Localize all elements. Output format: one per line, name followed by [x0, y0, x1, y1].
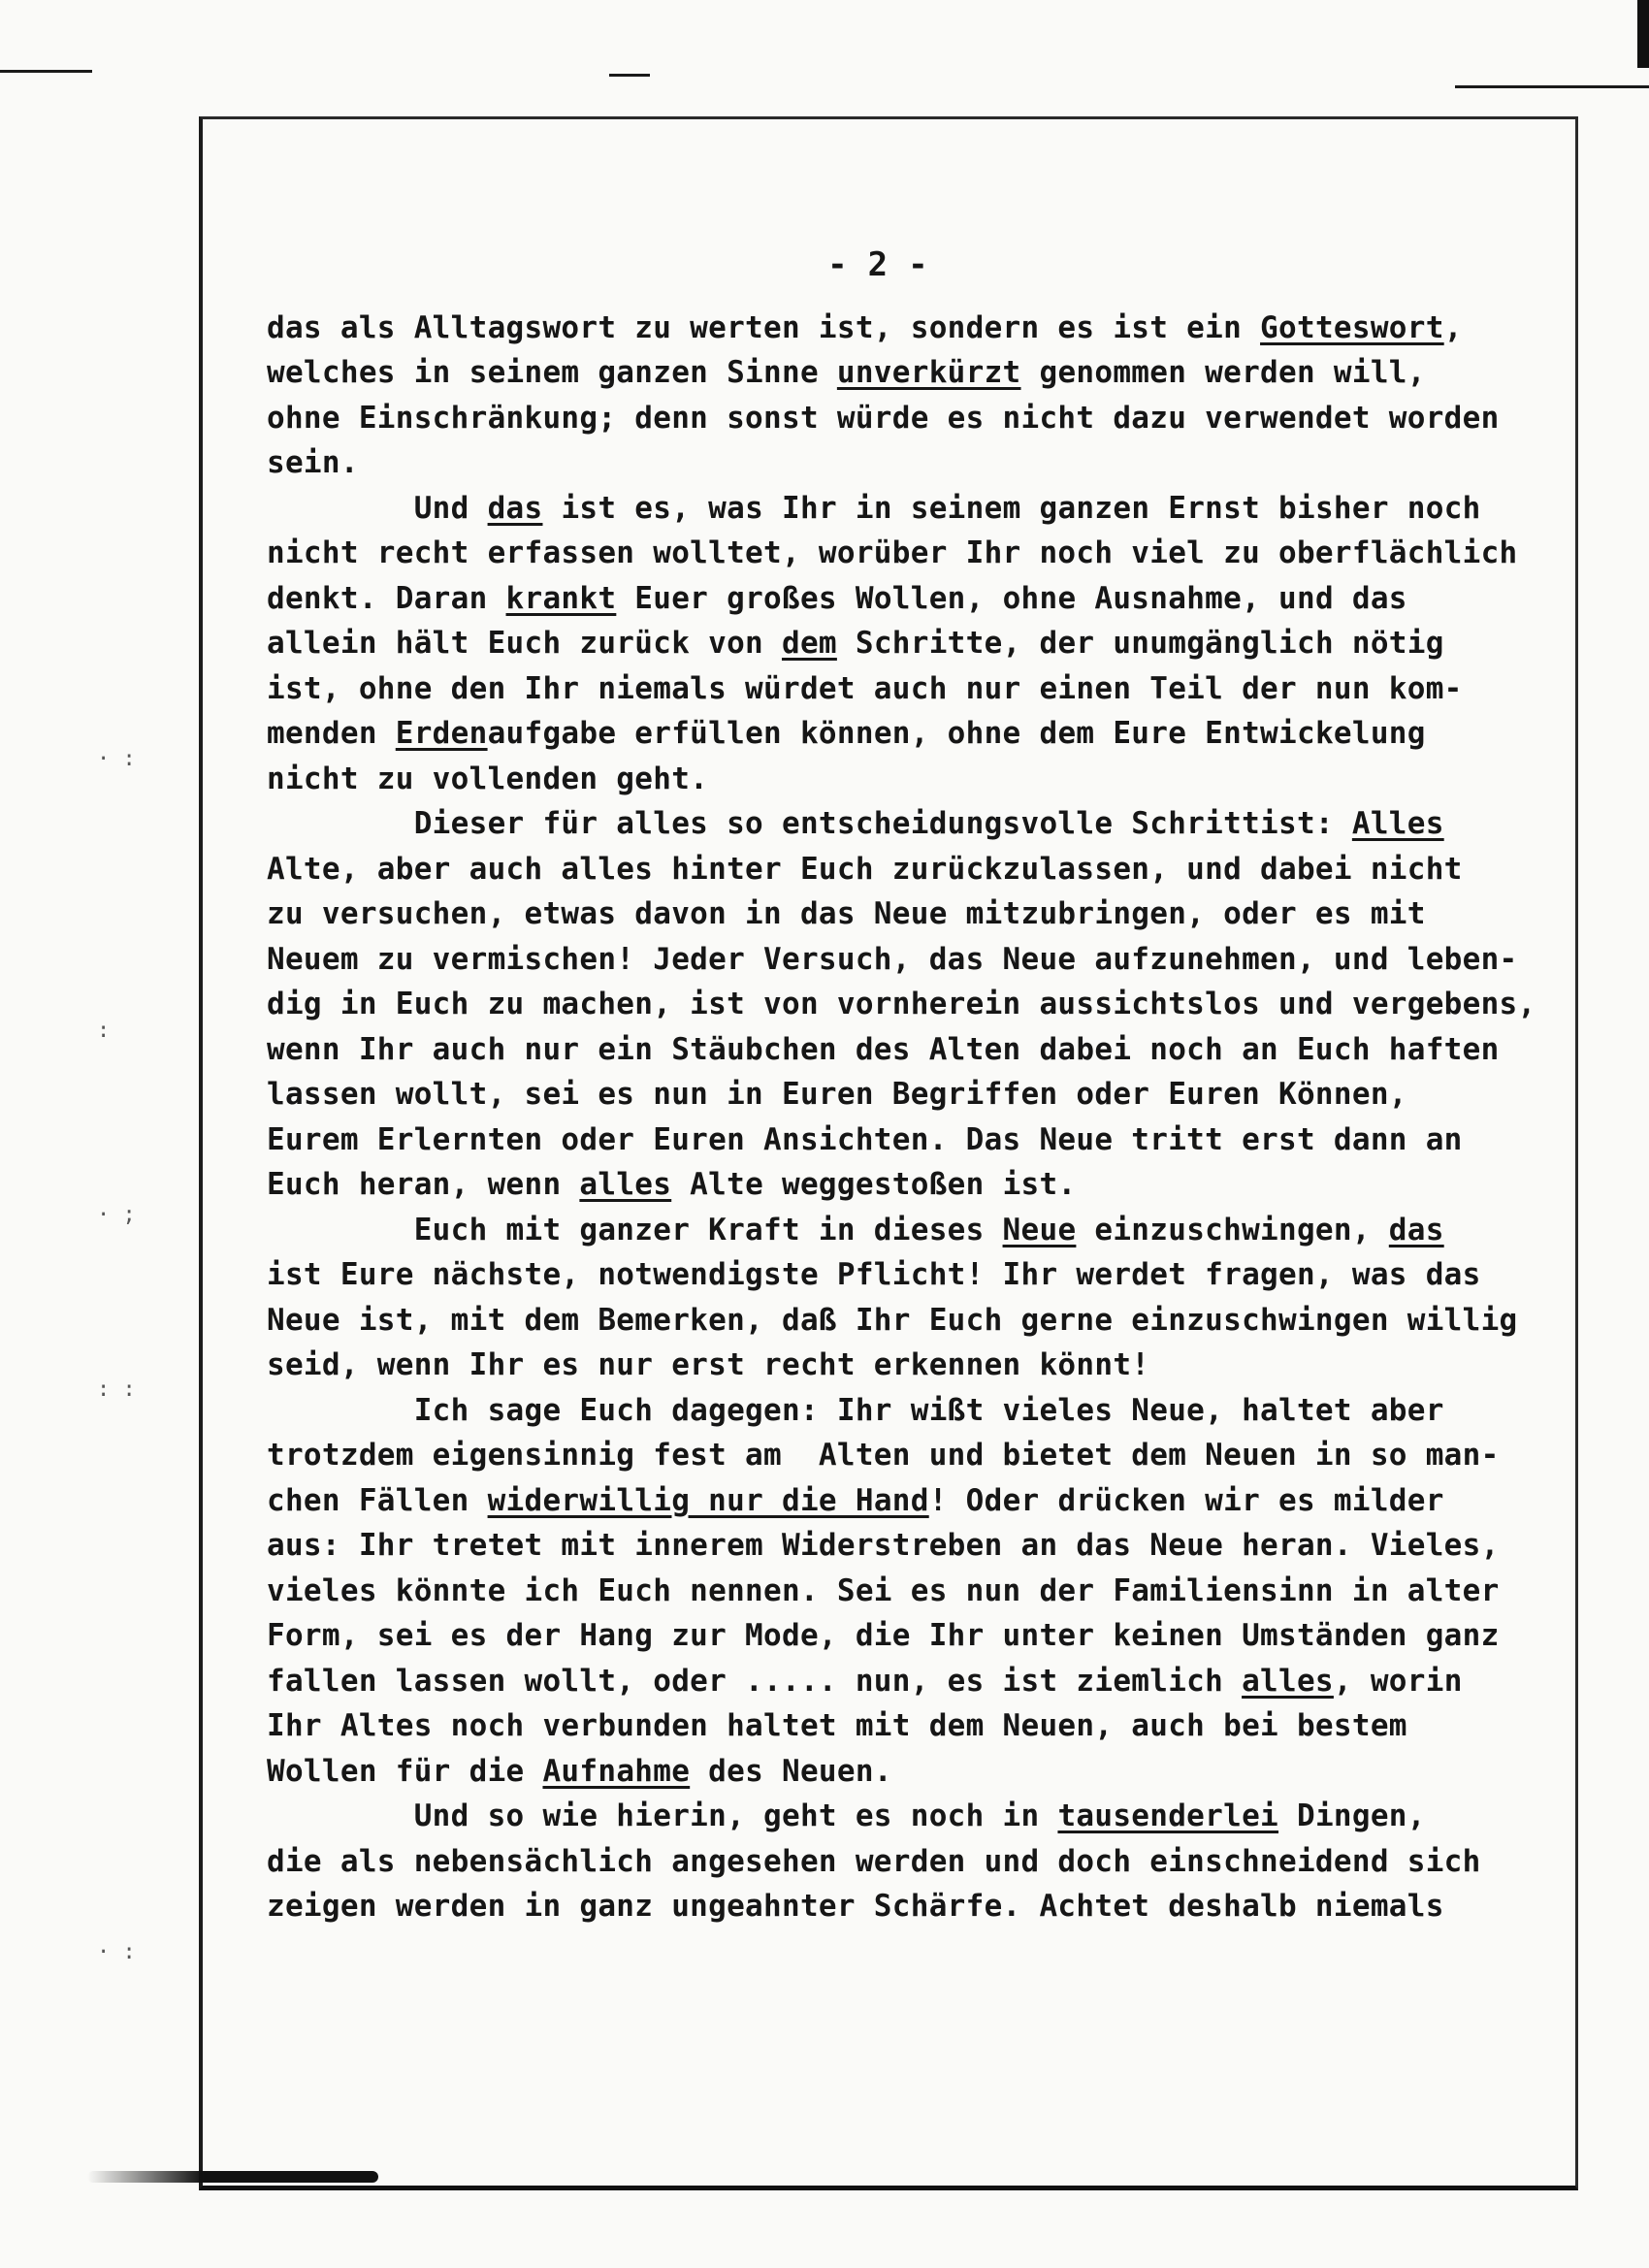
page-number: - 2 - — [827, 245, 928, 284]
text-line — [267, 1523, 1547, 1569]
text-line — [267, 1569, 1547, 1614]
text-line — [267, 1343, 1547, 1388]
document-body — [267, 243, 1547, 1929]
text-line — [267, 1613, 1547, 1659]
text-segment: trotzdem eigensinnig fest am Alten und bietet dem Neuen in so man- — [267, 1438, 1500, 1473]
text-segment: Euer großes Wollen, ohne Ausnahme, und das — [616, 580, 1407, 616]
text-line — [267, 486, 1547, 532]
text-line — [267, 1027, 1547, 1073]
underlined-word: Aufnahme — [542, 1753, 691, 1789]
underlined-word: krankt — [505, 580, 617, 616]
text-line — [267, 891, 1547, 937]
margin-mark: · ; — [97, 1203, 136, 1227]
text-segment: Form, sei es der Hang zur Mode, die Ihr unter keinen Umständen ganz — [267, 1618, 1500, 1653]
text-line — [267, 711, 1547, 757]
underlined-word: tausenderlei — [1057, 1798, 1279, 1833]
text-line — [267, 1388, 1547, 1434]
frame-shadow — [87, 2171, 378, 2183]
scan-edge-line — [609, 74, 650, 77]
underlined-word: widerwillig nur die Hand — [487, 1482, 929, 1518]
underlined-word: das — [1388, 1212, 1444, 1247]
text-segment: Und so wie hierin, geht es noch in — [267, 1798, 1058, 1833]
text-line — [267, 621, 1547, 666]
text-line — [267, 1072, 1547, 1118]
text-line — [267, 982, 1547, 1027]
text-segment: einzuschwingen, — [1076, 1212, 1389, 1247]
text-line — [267, 1118, 1547, 1163]
text-segment: denkt. Daran — [267, 580, 506, 616]
text-segment: Alte, aber auch alles hinter Euch zurückzulassen, und dabei nicht — [267, 851, 1463, 887]
text-segment: ist es, was Ihr in seinem ganzen Ernst bisher noch — [542, 490, 1481, 526]
text-segment: lassen wollt, sei es nun in Euren Begriffen oder Euren Können, — [267, 1077, 1407, 1112]
text-segment: aufgabe erfüllen können, ohne dem Eure Entwickelung — [487, 716, 1426, 751]
text-segment: ist, ohne den Ihr niemals würdet auch nur einen Teil der nun kom- — [267, 670, 1463, 706]
text-segment: welches in seinem ganzen Sinne — [267, 355, 837, 390]
underlined-word: alles — [1242, 1663, 1334, 1699]
text-segment: genommen werden will, — [1020, 355, 1426, 390]
text-segment: Dingen, — [1278, 1798, 1426, 1833]
margin-mark: : — [97, 1019, 111, 1043]
text-segment: Ich sage Euch dagegen: Ihr wißt vieles Neue, haltet aber — [267, 1392, 1444, 1428]
text-segment: vieles könnte ich Euch nennen. Sei es nun der Familiensinn in alter — [267, 1572, 1500, 1608]
text-segment: Eurem Erlernten oder Euren Ansichten. Das Neue tritt erst dann an — [267, 1121, 1463, 1157]
text-segment: Euch mit ganzer Kraft in dieses — [267, 1212, 1003, 1247]
text-segment: sein. — [267, 445, 359, 480]
text-segment: menden — [267, 716, 396, 751]
text-segment: zu versuchen, etwas davon in das Neue mitzubringen, oder es mit — [267, 896, 1426, 931]
text-line — [267, 1659, 1547, 1704]
text-segment: chen Fällen — [267, 1482, 488, 1518]
text-segment: Neuem zu vermischen! Jeder Versuch, das Neue aufzunehmen, und leben- — [267, 941, 1518, 977]
margin-mark: · : — [97, 1940, 136, 1964]
text-segment: Euch heran, wenn — [267, 1167, 580, 1202]
text-line — [267, 757, 1547, 802]
text-segment: ! Oder drücken wir es milder — [928, 1482, 1444, 1518]
text-line — [267, 666, 1547, 712]
text-segment: Wollen für die — [267, 1753, 543, 1789]
text-segment: fallen lassen wollt, oder ..... nun, es ist ziemlich — [267, 1663, 1243, 1699]
text-segment: Ihr Altes noch verbunden haltet mit dem Neuen, auch bei bestem — [267, 1708, 1407, 1743]
text-segment: aus: Ihr tretet mit innerem Widerstreben an das Neue heran. Vieles, — [267, 1528, 1500, 1563]
scan-edge-line — [0, 70, 92, 73]
underlined-word: Erden — [395, 716, 488, 751]
text-segment: Neue ist, mit dem Bemerken, daß Ihr Euch gerne einzuschwingen willig — [267, 1302, 1518, 1338]
underlined-word: Neue — [1002, 1212, 1077, 1247]
text-segment: das als Alltagswort zu werten ist, sondern es ist ein — [267, 309, 1261, 345]
text-line — [267, 576, 1547, 622]
text-line — [267, 396, 1547, 441]
text-segment: allein hält Euch zurück von — [267, 626, 782, 661]
text-line — [267, 1749, 1547, 1795]
text-segment: die als nebensächlich angesehen werden und doch einschneidend sich — [267, 1843, 1481, 1879]
text-line — [267, 1703, 1547, 1749]
text-line — [267, 1162, 1547, 1208]
underlined-word: dem — [781, 626, 837, 661]
text-lines — [267, 306, 1547, 1929]
underlined-word: das — [487, 490, 543, 526]
text-line — [267, 1839, 1547, 1885]
underlined-word: alles — [579, 1167, 672, 1202]
text-segment: des Neuen. — [690, 1753, 892, 1789]
underlined-word: unverkürzt — [836, 355, 1021, 390]
text-line — [267, 937, 1547, 983]
text-line — [267, 1884, 1547, 1929]
text-line — [267, 1794, 1547, 1839]
text-segment: dig in Euch zu machen, ist von vornherein aussichtslos und vergebens, — [267, 987, 1536, 1021]
margin-mark: : : — [97, 1377, 136, 1402]
underlined-word: Gotteswort — [1260, 309, 1444, 345]
text-line — [267, 531, 1547, 576]
scan-corner-mark — [1637, 0, 1649, 68]
text-segment: Schritte, der unumgänglich nötig — [836, 626, 1444, 661]
text-segment: wenn Ihr auch nur ein Stäubchen des Alten dabei noch an Euch haften — [267, 1031, 1500, 1067]
text-line — [267, 306, 1547, 351]
text-segment: nicht zu vollenden geht. — [267, 761, 709, 796]
text-line — [267, 1478, 1547, 1524]
text-line — [267, 847, 1547, 892]
text-segment: zeigen werden in ganz ungeahnter Schärfe. Achtet deshalb niemals — [267, 1889, 1444, 1924]
text-line — [267, 350, 1547, 396]
text-line — [267, 1252, 1547, 1298]
text-segment: ist Eure nächste, notwendigste Pflicht! Ihr werdet fragen, was das — [267, 1257, 1481, 1292]
scan-edge-line — [1455, 85, 1649, 88]
text-line — [267, 440, 1547, 486]
underlined-word: Alles — [1351, 806, 1444, 841]
text-line — [267, 1433, 1547, 1478]
text-segment: , — [1443, 309, 1463, 345]
text-segment: ohne Einschränkung; denn sonst würde es nicht dazu verwendet worden — [267, 400, 1500, 436]
text-segment: Alte weggestoßen ist. — [671, 1167, 1077, 1202]
text-line — [267, 801, 1547, 847]
text-segment: Dieser für alles so entscheidungsvolle Schrittist: — [267, 806, 1352, 841]
margin-mark: · : — [97, 747, 136, 771]
text-line — [267, 1208, 1547, 1253]
text-line — [267, 1298, 1547, 1344]
text-segment: Und — [267, 490, 488, 526]
text-segment: seid, wenn Ihr es nur erst recht erkennen könnt! — [267, 1347, 1150, 1382]
text-segment: nicht recht erfassen wolltet, worüber Ihr noch viel zu oberflächlich — [267, 535, 1518, 570]
text-segment: , worin — [1333, 1663, 1463, 1699]
